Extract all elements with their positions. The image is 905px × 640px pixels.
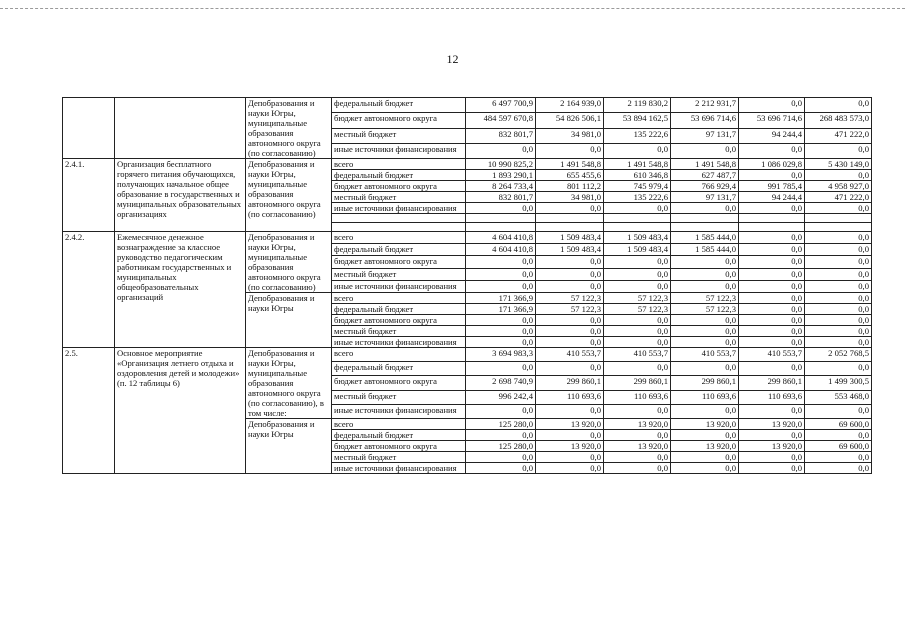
page-number: 12 (446, 52, 459, 66)
amount-cell: 0,0 (805, 463, 872, 474)
amount-cell: 4 604 410,8 (466, 244, 536, 256)
amount-cell: 0,0 (805, 268, 872, 280)
funding-source: иные источники финансирования (332, 203, 466, 214)
funding-source: иные источники финансирования (332, 337, 466, 348)
executor-cell: Депобразования и науки Югры, муниципальные образования автономного округа (по согласованию) (246, 98, 332, 159)
activity-name: Ежемесячное денежное вознаграждение за классное руководство педагогическим работникам государственных и муниципальных общеобразовательных организаций (115, 232, 246, 348)
amount-cell: 2 212 931,7 (671, 98, 739, 113)
amount-cell: 13 920,0 (739, 441, 805, 452)
amount-cell: 0,0 (671, 362, 739, 376)
empty-cell (466, 223, 536, 232)
amount-cell: 94 244,4 (739, 192, 805, 203)
amount-cell: 10 990 825,2 (466, 159, 536, 170)
amount-cell: 0,0 (466, 463, 536, 474)
amount-cell: 4 958 927,0 (805, 181, 872, 192)
amount-cell: 1 491 548,8 (604, 159, 671, 170)
amount-cell: 0,0 (739, 244, 805, 256)
amount-cell: 0,0 (604, 268, 671, 280)
amount-cell: 0,0 (739, 280, 805, 292)
amount-cell: 13 920,0 (739, 419, 805, 430)
amount-cell: 0,0 (671, 337, 739, 348)
amount-cell: 0,0 (671, 280, 739, 292)
amount-cell: 1 509 483,4 (604, 232, 671, 244)
amount-cell: 34 981,0 (536, 128, 604, 143)
scan-edge-line (0, 8, 905, 9)
activity-name: Организация бесплатного горячего питания обучающихся, получающих начальное общее образование в государственных и муниципальных образовательных организациях (115, 159, 246, 232)
amount-cell: 0,0 (805, 315, 872, 326)
empty-cell (739, 223, 805, 232)
amount-cell: 57 122,3 (671, 304, 739, 315)
amount-cell: 0,0 (604, 315, 671, 326)
funding-source: федеральный бюджет (332, 244, 466, 256)
amount-cell: 13 920,0 (604, 419, 671, 430)
amount-cell: 0,0 (805, 280, 872, 292)
executor-cell: Депобразования и науки Югры, муниципальные образования автономного округа (по согласованию), в том числе: (246, 348, 332, 419)
amount-cell: 0,0 (739, 98, 805, 113)
amount-cell: 0,0 (536, 256, 604, 268)
amount-cell: 0,0 (536, 362, 604, 376)
amount-cell: 2 119 830,2 (604, 98, 671, 113)
amount-cell: 0,0 (536, 315, 604, 326)
funding-source: местный бюджет (332, 390, 466, 404)
amount-cell: 2 052 768,5 (805, 348, 872, 362)
amount-cell: 0,0 (604, 337, 671, 348)
amount-cell: 0,0 (671, 143, 739, 158)
amount-cell: 125 280,0 (466, 419, 536, 430)
row-index: 2.4.2. (63, 232, 115, 348)
funding-source: федеральный бюджет (332, 304, 466, 315)
activity-name (115, 98, 246, 159)
activity-name: Основное мероприятие «Организация летнего отдыха и оздоровления детей и молодежи» (п. 12 таблицы 6) (115, 348, 246, 474)
amount-cell: 0,0 (671, 203, 739, 214)
funding-source: федеральный бюджет (332, 430, 466, 441)
amount-cell: 94 244,4 (739, 128, 805, 143)
funding-source: бюджет автономного округа (332, 181, 466, 192)
amount-cell: 627 487,7 (671, 170, 739, 181)
funding-source: местный бюджет (332, 268, 466, 280)
empty-cell (604, 223, 671, 232)
amount-cell: 5 430 149,0 (805, 159, 872, 170)
amount-cell: 53 894 162,5 (604, 113, 671, 128)
amount-cell: 299 860,1 (739, 376, 805, 390)
amount-cell: 13 920,0 (536, 441, 604, 452)
amount-cell: 97 131,7 (671, 128, 739, 143)
amount-cell: 0,0 (739, 170, 805, 181)
amount-cell: 0,0 (466, 337, 536, 348)
amount-cell: 0,0 (671, 256, 739, 268)
amount-cell: 125 280,0 (466, 441, 536, 452)
amount-cell: 1 585 444,0 (671, 244, 739, 256)
amount-cell: 0,0 (671, 430, 739, 441)
executor-cell: Депобразования и науки Югры, муниципальные образования автономного округа (по согласованию) (246, 232, 332, 293)
amount-cell: 110 693,6 (671, 390, 739, 404)
amount-cell: 0,0 (536, 337, 604, 348)
funding-source: бюджет автономного округа (332, 376, 466, 390)
funding-source: федеральный бюджет (332, 362, 466, 376)
funding-source: всего (332, 348, 466, 362)
amount-cell: 0,0 (805, 326, 872, 337)
amount-cell: 0,0 (739, 404, 805, 418)
amount-cell: 0,0 (739, 326, 805, 337)
amount-cell: 0,0 (805, 256, 872, 268)
empty-cell (604, 214, 671, 223)
amount-cell: 135 222,6 (604, 128, 671, 143)
executor-cell: Депобразования и науки Югры (246, 293, 332, 348)
amount-cell: 745 979,4 (604, 181, 671, 192)
amount-cell: 0,0 (739, 203, 805, 214)
funding-source: федеральный бюджет (332, 98, 466, 113)
amount-cell: 0,0 (671, 268, 739, 280)
amount-cell: 1 509 483,4 (536, 244, 604, 256)
amount-cell: 0,0 (739, 463, 805, 474)
amount-cell: 766 929,4 (671, 181, 739, 192)
empty-cell (671, 223, 739, 232)
table-row (63, 98, 872, 113)
amount-cell: 0,0 (671, 315, 739, 326)
funding-source: местный бюджет (332, 192, 466, 203)
empty-cell (671, 214, 739, 223)
empty-cell (805, 214, 872, 223)
amount-cell: 0,0 (466, 256, 536, 268)
amount-cell: 0,0 (739, 337, 805, 348)
amount-cell: 0,0 (604, 362, 671, 376)
amount-cell: 0,0 (604, 256, 671, 268)
funding-source: иные источники финансирования (332, 463, 466, 474)
funding-source: всего (332, 293, 466, 304)
amount-cell: 610 346,8 (604, 170, 671, 181)
amount-cell: 4 604 410,8 (466, 232, 536, 244)
amount-cell: 0,0 (466, 430, 536, 441)
amount-cell: 0,0 (739, 268, 805, 280)
amount-cell: 484 597 670,8 (466, 113, 536, 128)
funding-source: иные источники финансирования (332, 143, 466, 158)
amount-cell: 0,0 (739, 430, 805, 441)
amount-cell: 57 122,3 (671, 293, 739, 304)
amount-cell: 268 483 573,0 (805, 113, 872, 128)
amount-cell: 1 086 029,8 (739, 159, 805, 170)
funding-source: иные источники финансирования (332, 280, 466, 292)
amount-cell: 53 696 714,6 (671, 113, 739, 128)
amount-cell: 0,0 (805, 203, 872, 214)
amount-cell: 0,0 (604, 143, 671, 158)
amount-cell: 0,0 (604, 463, 671, 474)
amount-cell: 0,0 (536, 463, 604, 474)
amount-cell: 0,0 (739, 362, 805, 376)
amount-cell: 410 553,7 (604, 348, 671, 362)
amount-cell: 0,0 (466, 404, 536, 418)
amount-cell: 0,0 (739, 293, 805, 304)
amount-cell: 0,0 (805, 452, 872, 463)
amount-cell: 1 509 483,4 (604, 244, 671, 256)
amount-cell: 0,0 (739, 232, 805, 244)
amount-cell: 655 455,6 (536, 170, 604, 181)
amount-cell: 0,0 (536, 404, 604, 418)
row-index (63, 98, 115, 159)
amount-cell: 69 600,0 (805, 419, 872, 430)
amount-cell: 57 122,3 (604, 304, 671, 315)
amount-cell: 13 920,0 (604, 441, 671, 452)
amount-cell: 0,0 (604, 452, 671, 463)
amount-cell: 0,0 (805, 337, 872, 348)
amount-cell: 57 122,3 (536, 293, 604, 304)
amount-cell: 991 785,4 (739, 181, 805, 192)
amount-cell: 0,0 (466, 326, 536, 337)
funding-source: иные источники финансирования (332, 404, 466, 418)
amount-cell: 0,0 (739, 315, 805, 326)
amount-cell: 69 600,0 (805, 441, 872, 452)
amount-cell: 135 222,6 (604, 192, 671, 203)
empty-cell (332, 214, 466, 223)
amount-cell: 110 693,6 (739, 390, 805, 404)
amount-cell: 57 122,3 (604, 293, 671, 304)
amount-cell: 0,0 (536, 143, 604, 158)
amount-cell: 110 693,6 (536, 390, 604, 404)
amount-cell: 0,0 (466, 143, 536, 158)
funding-source: местный бюджет (332, 128, 466, 143)
amount-cell: 0,0 (604, 404, 671, 418)
funding-source: бюджет автономного округа (332, 113, 466, 128)
amount-cell: 0,0 (805, 244, 872, 256)
amount-cell: 410 553,7 (536, 348, 604, 362)
amount-cell: 0,0 (604, 430, 671, 441)
amount-cell: 0,0 (466, 280, 536, 292)
amount-cell: 832 801,7 (466, 192, 536, 203)
amount-cell: 0,0 (466, 315, 536, 326)
amount-cell: 0,0 (739, 304, 805, 315)
amount-cell: 0,0 (671, 326, 739, 337)
table-row (63, 232, 872, 244)
amount-cell: 110 693,6 (604, 390, 671, 404)
amount-cell: 0,0 (671, 404, 739, 418)
amount-cell: 0,0 (739, 452, 805, 463)
amount-cell: 2 698 740,9 (466, 376, 536, 390)
row-index: 2.5. (63, 348, 115, 474)
amount-cell: 53 696 714,6 (739, 113, 805, 128)
amount-cell: 54 826 506,1 (536, 113, 604, 128)
amount-cell: 171 366,9 (466, 293, 536, 304)
amount-cell: 0,0 (466, 203, 536, 214)
amount-cell: 996 242,4 (466, 390, 536, 404)
amount-cell: 0,0 (536, 280, 604, 292)
table-row (63, 348, 872, 362)
budget-table (62, 97, 872, 474)
empty-cell (805, 223, 872, 232)
amount-cell: 553 468,0 (805, 390, 872, 404)
amount-cell: 0,0 (805, 293, 872, 304)
amount-cell: 410 553,7 (671, 348, 739, 362)
amount-cell: 1 509 483,4 (536, 232, 604, 244)
amount-cell: 299 860,1 (604, 376, 671, 390)
amount-cell: 3 694 983,3 (466, 348, 536, 362)
empty-cell (466, 214, 536, 223)
amount-cell: 0,0 (536, 203, 604, 214)
executor-cell: Депобразования и науки Югры, муниципальные образования автономного округа (по согласованию) (246, 159, 332, 232)
amount-cell: 1 499 300,5 (805, 376, 872, 390)
empty-cell (332, 223, 466, 232)
amount-cell: 34 981,0 (536, 192, 604, 203)
amount-cell: 0,0 (739, 256, 805, 268)
amount-cell: 0,0 (604, 203, 671, 214)
amount-cell: 0,0 (466, 268, 536, 280)
amount-cell: 410 553,7 (739, 348, 805, 362)
amount-cell: 171 366,9 (466, 304, 536, 315)
amount-cell: 1 491 548,8 (671, 159, 739, 170)
amount-cell: 801 112,2 (536, 181, 604, 192)
empty-cell (739, 214, 805, 223)
amount-cell: 832 801,7 (466, 128, 536, 143)
amount-cell: 13 920,0 (536, 419, 604, 430)
amount-cell: 57 122,3 (536, 304, 604, 315)
executor-cell: Депобразования и науки Югры (246, 419, 332, 474)
amount-cell: 2 164 939,0 (536, 98, 604, 113)
amount-cell: 1 491 548,8 (536, 159, 604, 170)
funding-source: федеральный бюджет (332, 170, 466, 181)
amount-cell: 471 222,0 (805, 192, 872, 203)
funding-source: местный бюджет (332, 326, 466, 337)
amount-cell: 0,0 (805, 143, 872, 158)
amount-cell: 97 131,7 (671, 192, 739, 203)
amount-cell: 1 585 444,0 (671, 232, 739, 244)
empty-cell (536, 214, 604, 223)
amount-cell: 0,0 (805, 304, 872, 315)
amount-cell: 0,0 (604, 280, 671, 292)
amount-cell: 13 920,0 (671, 419, 739, 430)
funding-source: всего (332, 159, 466, 170)
amount-cell: 0,0 (466, 452, 536, 463)
row-index: 2.4.1. (63, 159, 115, 232)
amount-cell: 0,0 (604, 326, 671, 337)
amount-cell: 0,0 (805, 404, 872, 418)
amount-cell: 471 222,0 (805, 128, 872, 143)
funding-source: бюджет автономного округа (332, 315, 466, 326)
amount-cell: 0,0 (739, 143, 805, 158)
amount-cell: 13 920,0 (671, 441, 739, 452)
amount-cell: 0,0 (805, 232, 872, 244)
amount-cell: 0,0 (536, 326, 604, 337)
amount-cell: 0,0 (805, 170, 872, 181)
amount-cell: 0,0 (536, 268, 604, 280)
amount-cell: 299 860,1 (536, 376, 604, 390)
funding-source: всего (332, 419, 466, 430)
amount-cell: 8 264 733,4 (466, 181, 536, 192)
amount-cell: 0,0 (671, 452, 739, 463)
amount-cell: 0,0 (536, 452, 604, 463)
amount-cell: 299 860,1 (671, 376, 739, 390)
empty-cell (536, 223, 604, 232)
amount-cell: 1 893 290,1 (466, 170, 536, 181)
funding-source: всего (332, 232, 466, 244)
table-row (63, 159, 872, 170)
funding-source: местный бюджет (332, 452, 466, 463)
amount-cell: 0,0 (805, 98, 872, 113)
funding-source: бюджет автономного округа (332, 256, 466, 268)
amount-cell: 0,0 (536, 430, 604, 441)
amount-cell: 0,0 (805, 362, 872, 376)
amount-cell: 6 497 700,9 (466, 98, 536, 113)
amount-cell: 0,0 (671, 463, 739, 474)
funding-source: бюджет автономного округа (332, 441, 466, 452)
amount-cell: 0,0 (466, 362, 536, 376)
amount-cell: 0,0 (805, 430, 872, 441)
